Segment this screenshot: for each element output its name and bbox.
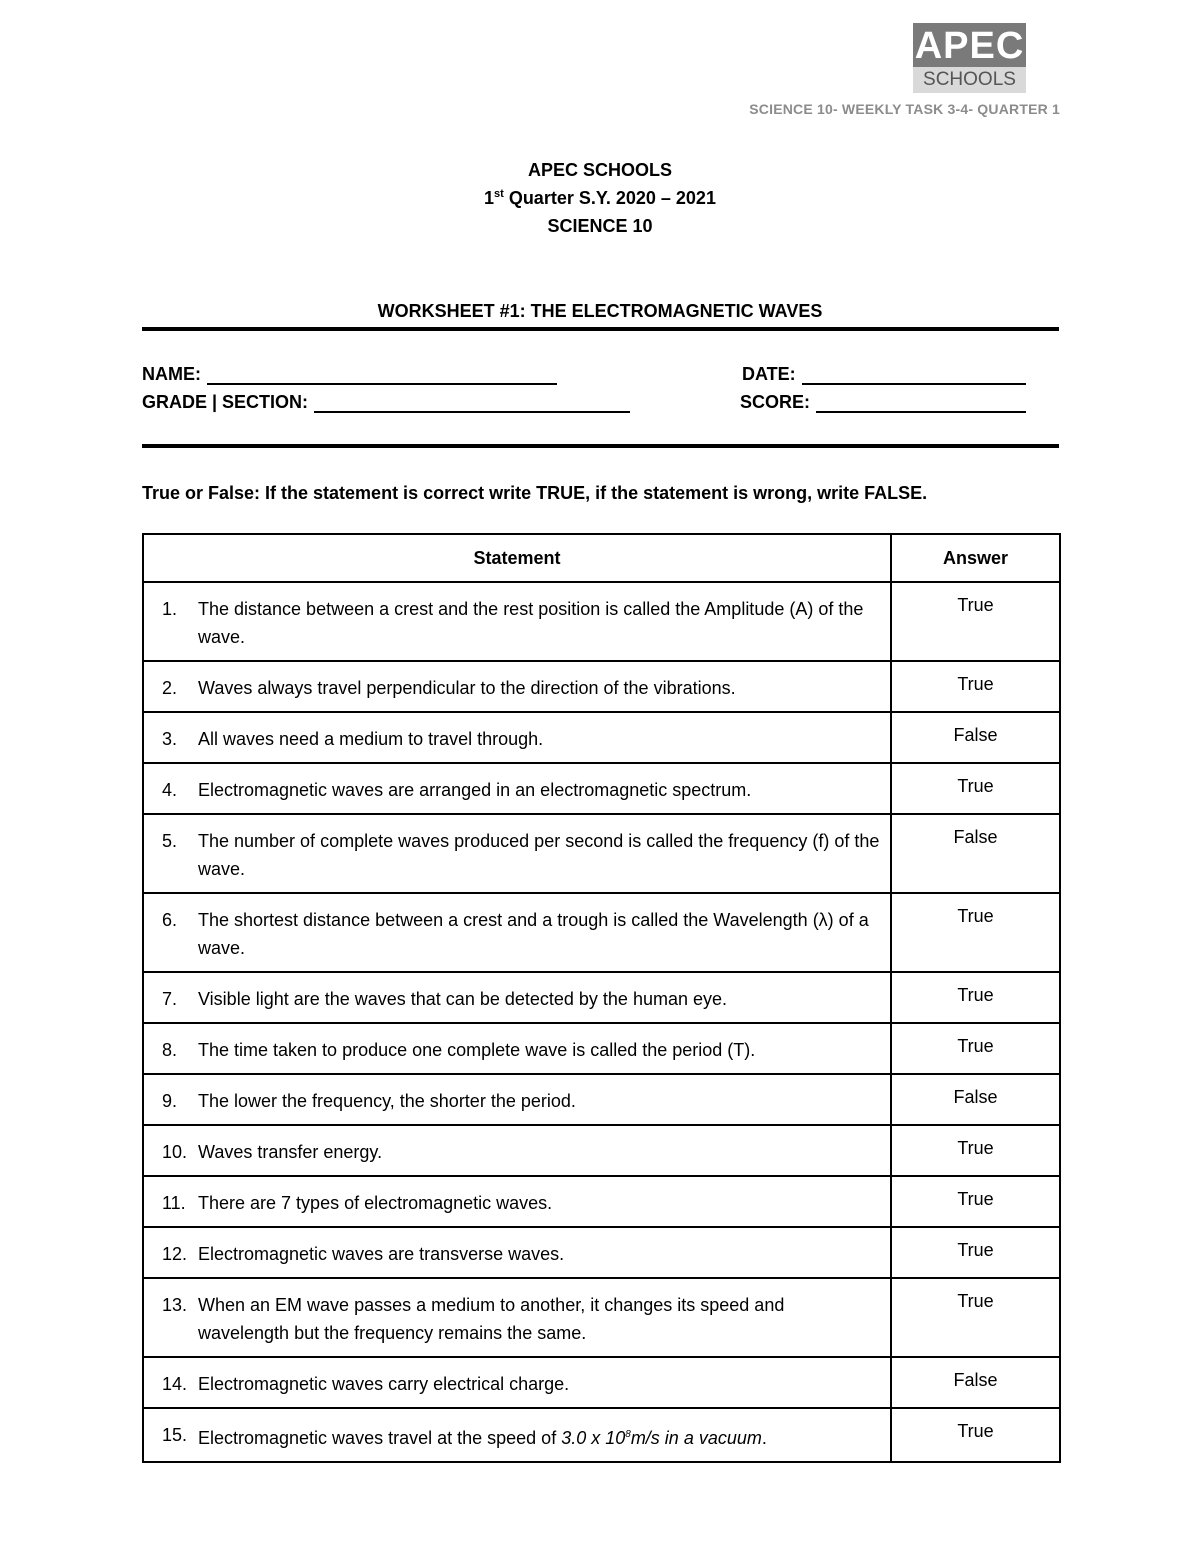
statement-cell xyxy=(143,1278,891,1357)
statement-cell xyxy=(143,1125,891,1176)
item-text: The number of complete waves produced per second is called the frequency (f) of the wave. xyxy=(198,831,880,879)
worksheet-title: WORKSHEET #1: THE ELECTROMAGNETIC WAVES xyxy=(377,301,823,321)
name-label: NAME: xyxy=(142,364,201,384)
answer-cell[interactable]: False xyxy=(891,712,1060,763)
item-text-end: . xyxy=(761,1428,767,1448)
answer-cell[interactable]: True xyxy=(891,1227,1060,1278)
speed-base: 3.0 x 10 xyxy=(561,1428,626,1448)
answer-cell[interactable]: True xyxy=(891,763,1060,814)
table-row xyxy=(143,763,1060,814)
answer-cell[interactable]: True xyxy=(891,1125,1060,1176)
item-text-pre: Electromagnetic waves travel at the speed of xyxy=(198,1428,562,1448)
item-text: All waves need a medium to travel through. xyxy=(198,729,544,749)
answer-cell[interactable]: True xyxy=(891,1408,1060,1462)
item-text: When an EM wave passes a medium to another, it changes its speed and wavelength but the frequency remains the same. xyxy=(198,1295,785,1343)
top-divider xyxy=(142,327,1059,331)
school-name: APEC SCHOOLS xyxy=(527,160,673,180)
item-text: There are 7 types of electromagnetic waves. xyxy=(198,1193,553,1213)
table-row xyxy=(143,893,1060,972)
statement-cell xyxy=(143,814,891,893)
answer-cell[interactable]: True xyxy=(891,582,1060,661)
table-row xyxy=(143,661,1060,712)
item-text: The time taken to produce one complete wave is called the period (T). xyxy=(198,1040,756,1060)
quarter-line xyxy=(0,188,1200,209)
item-number: 8. xyxy=(162,1040,178,1060)
score-blank[interactable] xyxy=(816,393,1026,413)
statement-header: Statement xyxy=(143,534,891,582)
item-text xyxy=(198,1421,880,1452)
statement-cell xyxy=(143,661,891,712)
name-field[interactable] xyxy=(142,364,557,385)
statement-cell xyxy=(143,893,891,972)
table-row xyxy=(143,712,1060,763)
statement-cell xyxy=(143,972,891,1023)
statement-cell xyxy=(143,1227,891,1278)
table-header-row xyxy=(143,534,1060,582)
grade-section-blank[interactable] xyxy=(314,393,630,413)
item-number: 5. xyxy=(162,831,178,851)
item-text: Electromagnetic waves carry electrical charge. xyxy=(198,1374,570,1394)
table-row xyxy=(143,814,1060,893)
item-number: 9. xyxy=(162,1091,178,1111)
score-label: SCORE: xyxy=(740,392,811,412)
item-number: 3. xyxy=(162,729,178,749)
statement-cell xyxy=(143,712,891,763)
date-blank[interactable] xyxy=(802,365,1026,385)
table-row xyxy=(143,582,1060,661)
item-number: 2. xyxy=(162,678,178,698)
item-text: Electromagnetic waves are arranged in an electromagnetic spectrum. xyxy=(198,780,752,800)
answer-cell[interactable]: True xyxy=(891,972,1060,1023)
item-number: 1. xyxy=(162,599,178,619)
answer-cell[interactable]: False xyxy=(891,814,1060,893)
item-number: 11. xyxy=(162,1193,186,1213)
item-text: Visible light are the waves that can be detected by the human eye. xyxy=(198,989,728,1009)
item-number: 7. xyxy=(162,989,178,1009)
statement-cell xyxy=(143,1074,891,1125)
item-text: Electromagnetic waves are transverse waves. xyxy=(198,1244,565,1264)
logo-bottom-text: SCHOOLS xyxy=(913,67,1026,93)
answer-cell[interactable]: True xyxy=(891,1176,1060,1227)
statement-cell xyxy=(143,1408,891,1462)
table-row xyxy=(143,1357,1060,1408)
item-text: The lower the frequency, the shorter the period. xyxy=(198,1091,576,1111)
answer-cell[interactable]: True xyxy=(891,661,1060,712)
answer-cell[interactable]: True xyxy=(891,893,1060,972)
statement-cell xyxy=(143,1023,891,1074)
quarter-number: 1 xyxy=(484,188,495,208)
table-row xyxy=(143,1125,1060,1176)
answer-cell[interactable]: False xyxy=(891,1357,1060,1408)
item-text: Waves always travel perpendicular to the direction of the vibrations. xyxy=(198,678,736,698)
running-header: SCIENCE 10- WEEKLY TASK 3-4- QUARTER 1 xyxy=(749,101,1060,117)
subject-title: SCIENCE 10 xyxy=(547,216,653,236)
table-row xyxy=(143,1023,1060,1074)
item-text: Waves transfer energy. xyxy=(198,1142,383,1162)
item-text: The shortest distance between a crest and a trough is called the Wavelength (λ) of a wave. xyxy=(198,910,869,958)
table-row xyxy=(143,972,1060,1023)
item-number: 12. xyxy=(162,1244,188,1264)
speed-unit: m/s in a vacuum xyxy=(630,1428,762,1448)
name-blank[interactable] xyxy=(207,365,557,385)
true-false-table xyxy=(142,533,1061,1463)
statement-cell xyxy=(143,1357,891,1408)
date-label: DATE: xyxy=(742,364,796,384)
statement-cell xyxy=(143,1176,891,1227)
speed-exponent: 8 xyxy=(625,1429,631,1440)
grade-section-label: GRADE | SECTION: xyxy=(142,392,309,412)
item-number: 6. xyxy=(162,910,178,930)
grade-section-field[interactable] xyxy=(142,392,630,413)
logo-top-text: APEC xyxy=(914,25,1025,67)
quarter-ordinal: st xyxy=(494,188,504,200)
table-row xyxy=(143,1227,1060,1278)
item-number: 14. xyxy=(162,1374,188,1394)
quarter-year: Quarter S.Y. 2020 – 2021 xyxy=(503,188,716,208)
statement-cell xyxy=(143,582,891,661)
item-number: 10. xyxy=(162,1142,188,1162)
table-row xyxy=(143,1408,1060,1462)
statement-cell xyxy=(143,763,891,814)
apec-schools-logo xyxy=(913,23,1026,93)
answer-header: Answer xyxy=(891,534,1060,582)
speed-value xyxy=(561,1428,762,1448)
score-field[interactable] xyxy=(740,392,1026,413)
item-number: 15. xyxy=(162,1425,188,1445)
item-number: 13. xyxy=(162,1295,188,1315)
table-row xyxy=(143,1074,1060,1125)
instructions: True or False: If the statement is correct write TRUE, if the statement is wrong, write FALSE. xyxy=(142,483,928,503)
item-number: 4. xyxy=(162,780,178,800)
bottom-divider xyxy=(142,444,1059,448)
date-field[interactable] xyxy=(742,364,1026,385)
answer-cell[interactable]: True xyxy=(891,1278,1060,1357)
table-row xyxy=(143,1176,1060,1227)
item-text: The distance between a crest and the rest position is called the Amplitude (A) of the wave. xyxy=(198,599,864,647)
table-row xyxy=(143,1278,1060,1357)
answer-cell[interactable]: False xyxy=(891,1074,1060,1125)
answer-cell[interactable]: True xyxy=(891,1023,1060,1074)
